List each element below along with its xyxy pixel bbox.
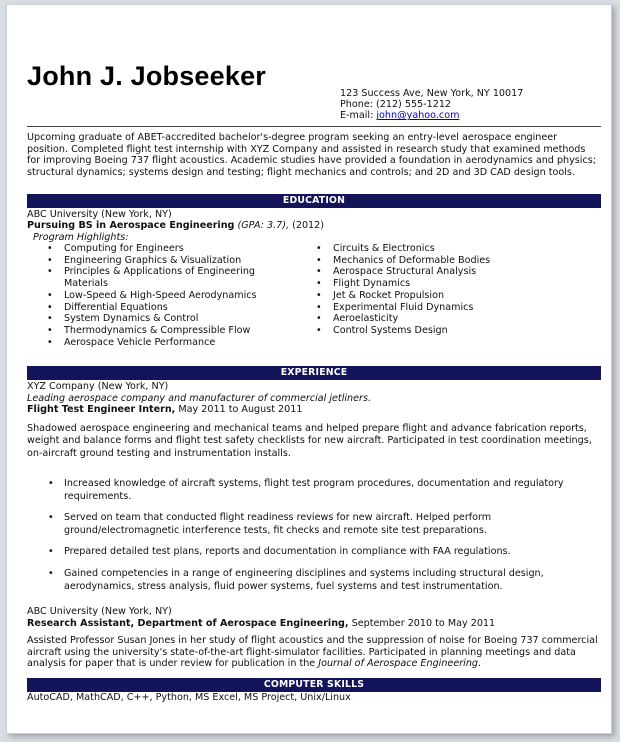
highlight-item-text: Aerospace Vehicle Performance: [64, 336, 216, 348]
email-link[interactable]: john@yahoo.com: [376, 110, 460, 122]
experience-bullet: [27, 568, 574, 593]
program-highlights-label: Program Highlights:: [33, 232, 129, 243]
job2-journal: Journal of Aerospace Engineering: [318, 658, 478, 669]
highlight-item: [316, 313, 490, 325]
bullet-icon: •: [48, 512, 54, 524]
experience-bullet-text: Served on team that conducted flight readiness reviews for new aircraft. Helped perform ground/electromagnetic interference tests, fit checks and remote site test preparations.: [64, 512, 492, 536]
highlight-item: [316, 301, 490, 314]
bullet-icon: •: [316, 313, 322, 325]
bullet-icon: •: [47, 243, 53, 254]
job2-title-line: [27, 618, 601, 630]
job2-description: [27, 635, 601, 670]
computer-skills-heading: COMPUTER SKILLS: [27, 678, 601, 692]
highlight-item-text: Jet & Rocket Propulsion: [333, 289, 445, 301]
bullet-icon: •: [47, 254, 53, 266]
bullet-icon: •: [47, 336, 53, 348]
highlight-item: [316, 254, 491, 267]
experience-heading: EXPERIENCE: [27, 366, 601, 380]
highlights-left-column: [47, 243, 257, 348]
bullet-icon: •: [316, 254, 322, 266]
highlight-item-text: Materials: [64, 278, 108, 290]
bullet-icon: •: [47, 313, 53, 325]
job1-title-line: [27, 404, 601, 416]
job1-bullets: [27, 478, 574, 602]
highlight-item: [316, 266, 490, 278]
highlight-item: [316, 324, 490, 337]
bullet-icon: •: [316, 289, 322, 301]
highlight-item: [47, 266, 257, 278]
job1-title: Flight Test Engineer Intern,: [27, 404, 176, 415]
highlight-item: [47, 336, 257, 349]
education-degree: Pursuing BS in Aerospace Engineering: [27, 220, 235, 231]
highlight-item-text: Low-Speed & High-Speed Aerodynamics: [64, 289, 257, 301]
highlight-item-text: Engineering Graphics & Visualization: [64, 254, 242, 266]
education-year: (2012): [292, 220, 325, 231]
job1-company: XYZ Company (New York, NY): [27, 381, 169, 392]
highlight-item: [47, 243, 257, 255]
computer-skills-list: AutoCAD, MathCAD, C++, Python, MS Excel, MS Project, Unix/Linux: [27, 692, 351, 703]
highlight-item-text: Principles & Applications of Engineering: [64, 266, 255, 278]
highlight-item-text: Flight Dynamics: [333, 278, 411, 290]
bullet-icon: •: [316, 324, 322, 336]
highlight-item: [47, 254, 257, 267]
education-heading: EDUCATION: [27, 194, 601, 208]
highlight-item: [64, 278, 257, 290]
highlights-right-column: [316, 243, 491, 337]
contact-block: [340, 88, 523, 122]
highlight-item: [316, 278, 490, 290]
bullet-icon: •: [47, 289, 53, 301]
contact-phone: Phone: (212) 555-1212: [340, 99, 452, 111]
job1-tagline: Leading aerospace company and manufacturer of commercial jetliners.: [27, 393, 372, 404]
job2-description-end: .: [478, 658, 482, 669]
experience-bullet-text: Gained competencies in a range of engineering disciplines and systems including structural design, aerodynamics, stress analysis, fluid power systems, fuel systems and test instrumentation.: [64, 567, 544, 592]
applicant-name: John J. Jobseeker: [27, 61, 267, 91]
highlight-item-text: Mechanics of Deformable Bodies: [333, 254, 491, 266]
job2-dates: September 2010 to May 2011: [348, 618, 496, 629]
highlight-item-text: Thermodynamics & Compressible Flow: [64, 324, 251, 336]
bullet-icon: •: [316, 278, 322, 290]
header-divider: [27, 126, 601, 127]
highlight-item: [316, 243, 490, 255]
contact-email-row: [340, 110, 523, 121]
highlight-item: [47, 313, 257, 325]
highlight-item: [316, 289, 490, 302]
experience-bullet: [27, 546, 574, 559]
bullet-icon: •: [47, 324, 53, 336]
experience-bullet-text: Prepared detailed test plans, reports and documentation in compliance with FAA regulations.: [64, 546, 511, 558]
bullet-icon: •: [316, 301, 322, 313]
summary-paragraph: Upcoming graduate of ABET-accredited bachelor's-degree program seeking an entry-level aerospace engineer position. Completed flight test internship with XYZ Company and assisted in research study that examined methods for improving Boeing 737 flight acoustics. Academic studies have provided a foundation in aerodynamics and physics; structural dynamics; systems design and testing; flight mechanics and controls; and 2D and 3D CAD design tools.: [27, 132, 596, 178]
highlight-item-text: Aerospace Structural Analysis: [333, 266, 477, 278]
highlight-item: [47, 324, 257, 337]
job2-company: ABC University (New York, NY): [27, 606, 172, 617]
highlight-item-text: Experimental Fluid Dynamics: [333, 301, 474, 313]
highlight-item-text: Control Systems Design: [333, 324, 448, 336]
highlight-item-text: Aeroelasticity: [333, 313, 399, 325]
job2-description-text: Assisted Professor Susan Jones in her study of flight acoustics and the suppression of noise for Boeing 737 commercial aircraft using the university's state-of-the-art flight-simulator facilities. Participated in planning meetings and data analysis for paper that is under review for publication in the: [27, 635, 598, 669]
highlight-item-text: Computing for Engineers: [64, 243, 184, 254]
highlight-item: [47, 301, 257, 314]
education-school: ABC University (New York, NY): [27, 209, 172, 220]
job2-title: Research Assistant, Department of Aerospace Engineering,: [27, 618, 349, 629]
bullet-icon: •: [47, 301, 53, 313]
experience-bullet: [27, 512, 574, 537]
bullet-icon: •: [316, 266, 322, 278]
highlight-item-text: Differential Equations: [64, 301, 168, 313]
contact-address: 123 Success Ave, New York, NY 10017: [340, 88, 524, 99]
bullet-icon: •: [48, 478, 54, 489]
resume-page: [6, 4, 612, 734]
experience-bullet-text: Increased knowledge of aircraft systems, flight test program procedures, documentation and regulatory requirements.: [64, 478, 564, 502]
education-gpa: (GPA: 3.7),: [237, 220, 290, 231]
education-degree-line: [27, 220, 601, 232]
bullet-icon: •: [47, 266, 53, 278]
bullet-icon: •: [316, 243, 322, 254]
job1-description: Shadowed aerospace engineering and mechanical teams and helped prepare flight and advance fabrication reports, weight and balance forms and flight test safety checklists for new aircraft. Participated in test coordination meetings, on-aircraft ground testing and instrumentation installs.: [27, 423, 592, 459]
experience-bullet: [27, 478, 574, 503]
job1-dates: May 2011 to August 2011: [175, 404, 303, 415]
highlight-item: [47, 289, 257, 302]
highlight-item-text: System Dynamics & Control: [64, 313, 199, 325]
contact-email-label: E-mail:: [340, 110, 377, 122]
bullet-icon: •: [48, 546, 54, 558]
highlight-item-text: Circuits & Electronics: [333, 243, 435, 254]
bullet-icon: •: [48, 567, 54, 579]
